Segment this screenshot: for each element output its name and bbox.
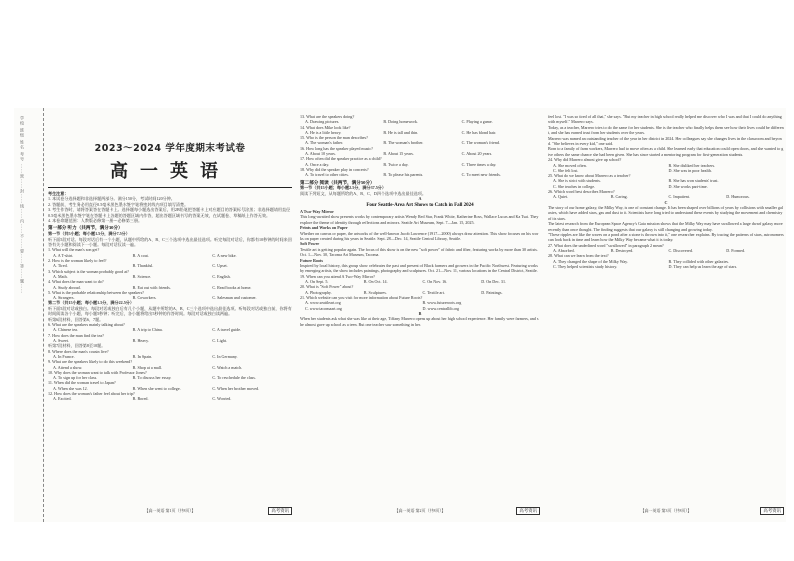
- option: C. He has blond hair.: [461, 129, 497, 135]
- question: 7. How does the man find the tea?: [48, 332, 104, 338]
- option: A. Quiet.: [553, 194, 569, 200]
- option: C. Worried.: [212, 396, 232, 402]
- question: 13. What are the speakers doing?: [300, 114, 355, 119]
- passage-subheading: A Two-Way Mirror: [300, 208, 334, 214]
- section-heading: 第一节（共5小题；每小题1.5分，满分7.5分）: [48, 231, 130, 237]
- question: 27. What does the underlined word "swallowed" in paragraph 2 mean?: [548, 242, 664, 248]
- question: 9. What are the speakers likely to do this weekend?: [48, 359, 133, 365]
- option: A. Photography.: [305, 289, 332, 295]
- question-options: [48, 263, 292, 268]
- option: B. In Spain.: [132, 353, 153, 359]
- question-options: [300, 140, 540, 145]
- question: 2. How is the woman likely to feel?: [48, 258, 107, 264]
- option: A. She moved often.: [553, 162, 587, 168]
- question: 24. Why did Marrero almost give up school?: [548, 157, 622, 163]
- option: B. Heavy.: [132, 337, 149, 343]
- option: C. She teaches in college.: [553, 183, 596, 189]
- note-item: 2. 答题前，考生务必用直径0.5毫米黑色墨水签字笔将密封线内项目填写清楚。: [48, 201, 189, 207]
- question: 19. When can you attend A Two-Way Mirror?: [300, 273, 375, 279]
- question: 14. What does Mike look like?: [300, 124, 351, 130]
- subsection-note: 听第6段材料，回答第6、7题。: [48, 316, 104, 322]
- passage-paragraph: feel lost. "I was so tired of all that," she says. "But my teacher in high school really helped me discover who I was and that I could do anything with myself." Marrero says.: [548, 114, 782, 125]
- option: C. Salesman and customer.: [212, 295, 257, 301]
- passage-letter: A: [418, 196, 422, 202]
- question: 17. How often did the speaker practice as a child?: [300, 156, 382, 162]
- question: 3. Which subject is the woman probably good at?: [48, 268, 129, 274]
- option: D. www.centrallib.org: [422, 305, 459, 311]
- source-tag: 高考资讯: [268, 507, 292, 515]
- question: 12. How does the woman's father feel about her trip?: [48, 391, 135, 397]
- question: 26. Which word best describes Marrero?: [548, 189, 615, 195]
- option: C. Light.: [212, 337, 228, 343]
- passage-paragraph: "These ripples are like the waves on a pond after a stone is thrown into it," one researcher explains. By tracing the patterns of stars, astronomers can look back in time and learn how the Milky Way became what it is today.: [548, 232, 784, 243]
- option: C. Textile art.: [422, 289, 445, 295]
- option: C. When her brother moved.: [212, 385, 260, 391]
- option: C. To reschedule the class.: [212, 375, 256, 381]
- part-heading: 第二部分 阅读（共两节，满分50分）: [300, 179, 375, 185]
- option: B. Sculptures.: [363, 289, 387, 295]
- binding-margin: [14, 108, 44, 522]
- option: A. Excited.: [53, 396, 72, 402]
- option: B. The woman's brother.: [383, 140, 424, 146]
- option: B. Destroyed.: [610, 248, 634, 254]
- option: C. Read books at home.: [212, 284, 252, 290]
- option: C. The woman's friend.: [461, 140, 500, 146]
- option: A. On Sept. 5.: [305, 279, 329, 285]
- question: 25. What do we know about Marrero as a teacher?: [548, 173, 631, 179]
- option: A. To travel to other cities.: [305, 172, 349, 178]
- option: B. Shop at a mall.: [132, 364, 163, 370]
- option: C. Discovered.: [668, 248, 693, 254]
- source-tag: 高考资讯: [516, 507, 540, 515]
- passage-paragraph: Born to a family of farm workers, Marrero had to move often as a child. She learned early that education could open doors, and she wanted to give others the same chance she had been given. She has since started a mentoring program for first-generation students.: [548, 146, 784, 157]
- question: 20. What is "Soft Power" about?: [300, 284, 354, 290]
- option: B. A trip to China.: [132, 327, 163, 333]
- option: A. Once a day.: [305, 161, 330, 167]
- option: D. She works part-time.: [668, 183, 708, 189]
- option: A. They changed the shape of the Milky Way.: [553, 258, 628, 264]
- option: C. They helped scientists study history.: [553, 264, 618, 270]
- option: A. He is a little heavy.: [305, 129, 342, 135]
- option: D. She was in poor health.: [668, 167, 712, 173]
- source-tag: 高考资讯: [760, 507, 784, 515]
- passage-subheading: Prints and Works on Paper: [300, 225, 348, 231]
- option: B. He is tall and thin.: [383, 129, 419, 135]
- option: A. Strangers.: [53, 295, 75, 301]
- question: 5. What is the probable relationship between the speakers?: [48, 289, 144, 295]
- section-heading: 第二节（共15小题；每小题1.5分，满分22.5分）: [48, 300, 134, 306]
- part-heading: 第一部分 听力（共两节，满分30分）: [48, 225, 123, 231]
- question: 6. What are the speakers mainly talking about?: [48, 322, 125, 328]
- option: B. Eat out with friends.: [132, 284, 171, 290]
- section-instructions: 听下面5段对话或独白。每段对话或独白后有几个小题，从题中所给的A、B、C三个选项中选出最佳选项。听每段对话或独白前，你将有时间阅读各个小题，每小题5秒钟；听完后，各小题将给出5秒钟的作答时间。每段对话或独白读两遍。: [48, 305, 292, 317]
- page-footer: 【高一英语 第1页（共8页）】: [144, 508, 196, 513]
- option: C. A new bike.: [212, 252, 237, 258]
- option: A. When she was 12.: [53, 385, 88, 391]
- option: C. Watch a match.: [212, 364, 243, 370]
- question: 4. What does the man want to do?: [48, 279, 104, 285]
- option: A. She is strict with students.: [553, 178, 601, 184]
- option: B. She has won students' trust.: [668, 178, 719, 184]
- passage-subheading: Soft Power: [300, 241, 320, 247]
- page-column-2: [300, 114, 540, 516]
- option: D. They can help us learn the age of stars.: [668, 264, 738, 270]
- option: A. Attend a show.: [53, 364, 83, 370]
- option: B. Science.: [132, 273, 152, 279]
- option: B. A coat.: [132, 252, 149, 258]
- option: A. About 10 years.: [305, 151, 336, 157]
- passage-paragraph: Whether on canvas or paper, the artworks of the well-known Jacob Lawrence (1917—2000) always draw attention. This show focuses on his works on paper created during his years in Seattle. Sept. 28—Dec. 14, Seattle Central Library, Seattle.: [300, 230, 539, 242]
- exam-sheet: [14, 108, 786, 522]
- passage-subheading: Future Roots: [300, 257, 324, 263]
- option: B. Coworkers.: [132, 295, 157, 301]
- passage-paragraph: The story of our home galaxy, the Milky Way, is one of constant change. It has been shaped over billions of years by collisions with smaller galaxies, which have added stars, gas and dust to it. Scientists have long tried to understand these events by studying the movement and chemistry of its stars.: [548, 205, 783, 221]
- option: D. Paintings.: [481, 289, 503, 295]
- question: 15. Who is the person the man describes?: [300, 135, 368, 141]
- passage-letter: C: [664, 199, 668, 205]
- option: A. To sign up for her class.: [53, 375, 98, 381]
- option: B. Doing homework.: [383, 119, 418, 125]
- option: D. Humorous.: [726, 194, 750, 200]
- option: A. A T-shirt.: [53, 252, 74, 258]
- page-footer: 【高一英语 第3页（共8页）】: [640, 508, 692, 513]
- seal-line-text: 学校 班级 姓名 考号 ……密……封……线……内……不……要……答……题……: [20, 116, 25, 294]
- option: B. To discuss her essay.: [132, 375, 172, 381]
- option: B. She disliked her teachers.: [668, 162, 716, 168]
- option: D. On Dec. 31.: [481, 279, 507, 285]
- option: A. Chinese tea.: [53, 327, 79, 333]
- question: 1. What will the man's son get?: [48, 247, 100, 253]
- option: B. www.futureroots.org: [422, 300, 462, 306]
- option: C. Impatient.: [668, 194, 690, 200]
- notes-heading: 考生注意：: [48, 191, 69, 196]
- option: B. Twice a day.: [383, 161, 409, 167]
- option: C. www.tacomaart.org: [305, 305, 342, 311]
- option: A. Tired.: [53, 263, 68, 269]
- option: A. Math.: [53, 273, 68, 279]
- option: C. To meet new friends.: [461, 172, 501, 178]
- option: A. In France.: [53, 353, 75, 359]
- passage-paragraph: Inspired by local history, this group show celebrates the past and present of Black farmers and growers in the Pacific Northwest. Featuring works by emerging artists, the show includes paintings, photography and sculptures. Oct. 21—Nov. 11, various locations in the Central District, Seattle.: [300, 263, 538, 274]
- option: D. Formed.: [726, 248, 746, 254]
- option: B. Thankful.: [132, 263, 154, 269]
- option: B. When she went to college.: [132, 385, 181, 391]
- question: 18. Why did the speaker play in concerts?: [300, 166, 369, 172]
- page-footer: 【高一英语 第2页（共8页）】: [394, 508, 446, 513]
- passage-letter: B: [418, 310, 422, 316]
- option: C. Playing a game.: [461, 119, 493, 125]
- option: C. On Nov. 16.: [422, 279, 448, 285]
- note-item: 3. 考生作答时，请将答案答在答题卡上。选择题每小题选出答案后，用2B铅笔把答题卡上对应题目的答案标号涂黑；非选择题请用直径0.5毫米黑色墨水签字笔在答题卡上各题的答题区域内作答，超出答题区域书写的答案无效，在试题卷、草稿纸上作答无效。: [48, 207, 291, 218]
- passage-paragraph: When her students ask what she was like at their age, Tiffany Marrero opens up about her high school experience. Her family were farmers, and she almost gave up school as a teen. But one teacher saw something in her.: [300, 316, 539, 327]
- option: C. She felt lost.: [553, 167, 579, 173]
- question: 28. What can we learn from the text?: [548, 253, 609, 259]
- question: 8. Where does the man's cousin live?: [48, 348, 109, 354]
- section-instructions: 听下面5段对话。每段对话后有一个小题，从题中所给的A、B、C三个选项中选出最佳选项。听完每段对话后，你都有10秒钟的时间来回答有关小题和阅读下一小题。每段对话仅读一遍。: [48, 236, 292, 248]
- passage-paragraph: The latest research from the European Space Agency's Gaia mission shows that the Milky Way may have swallowed a large dwarf galaxy more recently than once thought. The finding suggests that our galaxy is still changing and growing today.: [548, 221, 783, 232]
- option: A. www.seattleart.org: [305, 300, 341, 306]
- option: B. They collided with other galaxies.: [668, 258, 730, 264]
- option: B. To please his parents.: [383, 172, 424, 178]
- page-column-3: [548, 114, 784, 516]
- exam-title: 2023～2024 学年度期末考试卷: [94, 143, 246, 154]
- note-item: 1. 本试卷分选择题和非选择题两部分。满分150分，考试时间120分钟。: [48, 196, 175, 202]
- option: C. Upset.: [212, 263, 228, 269]
- passage-paragraph: Today, as a teacher, Marrero tries to do the same for her students. She is the teacher who finally helps them see how their lives could be different, and she has earned trust from her students over the years.: [548, 124, 784, 136]
- subsection-note: 听第7段材料，回答第8至10题。: [48, 343, 106, 349]
- option: A. Study abroad.: [53, 284, 81, 290]
- question: 16. How long has the speaker played music?: [300, 145, 373, 151]
- option: C. A travel guide.: [212, 327, 242, 333]
- option: A. The woman's father.: [305, 140, 344, 146]
- question-options: [300, 119, 540, 124]
- option: B. Caring.: [610, 194, 628, 200]
- question-options: [548, 264, 784, 269]
- passage-title: Four Seattle-Area Art Shows to Catch in Fall 2024: [366, 202, 474, 208]
- passage-paragraph: Marrero was named an outstanding teacher of the year in her district in 2024. Her colleagues say she changes lives in the classroom and beyond. "She believes in every kid," one said.: [548, 135, 782, 147]
- note-item: 4. 本卷命题范围：人教版必修第一册～必修第三册。: [48, 218, 143, 224]
- option: A. Sweet.: [53, 337, 70, 343]
- question-options: [548, 194, 784, 199]
- question: 21. Which website can you visit for more information about Future Roots?: [300, 295, 423, 301]
- option: B. On Oct. 14.: [363, 279, 388, 285]
- option: A. Absorbed.: [553, 248, 575, 254]
- option: C. Three times a day.: [461, 161, 497, 167]
- section-heading: 第一节（共15小题；每小题2.5分，满分37.5分）: [300, 185, 386, 191]
- option: C. In Germany.: [212, 353, 238, 359]
- passage-paragraph: Textile art is getting popular again. The focus of this show is on the new "soft power" of fabric and fiber, featuring works by more than 30 artists. Oct. 1—Nov. 30, Tacoma Art Museum, Tacoma.: [300, 246, 538, 258]
- question-options: [48, 327, 292, 332]
- question: 11. When did the woman travel to Japan?: [48, 380, 116, 386]
- question-options: [48, 396, 292, 401]
- option: B. Bored.: [132, 396, 149, 402]
- exam-subject: 高一英语: [110, 161, 230, 182]
- option: C. About 20 years.: [461, 151, 493, 157]
- page-column-1: [48, 114, 292, 516]
- title-divider: [48, 187, 292, 188]
- section-instructions: 阅读下列短文，从每题所给的A、B、C、D四个选项中选出最佳选项。: [300, 190, 426, 196]
- question-options: [300, 172, 540, 177]
- passage-paragraph: This long-awaited show presents works by contemporary artists Wendy Red Star, Frank White, Katherine Ross, Wallace Lucas and Ka Tsai. They explore the theme of identity through reflections and mirrors. Seattle Art Museum, Sept. 7—Jan. 15, 2025.: [300, 214, 539, 225]
- option: B. About 15 years.: [383, 151, 414, 157]
- option: A. Drawing pictures.: [305, 119, 340, 125]
- question: 10. Why does the woman want to talk with Professor Jones?: [48, 369, 147, 375]
- option: C. English.: [212, 273, 231, 279]
